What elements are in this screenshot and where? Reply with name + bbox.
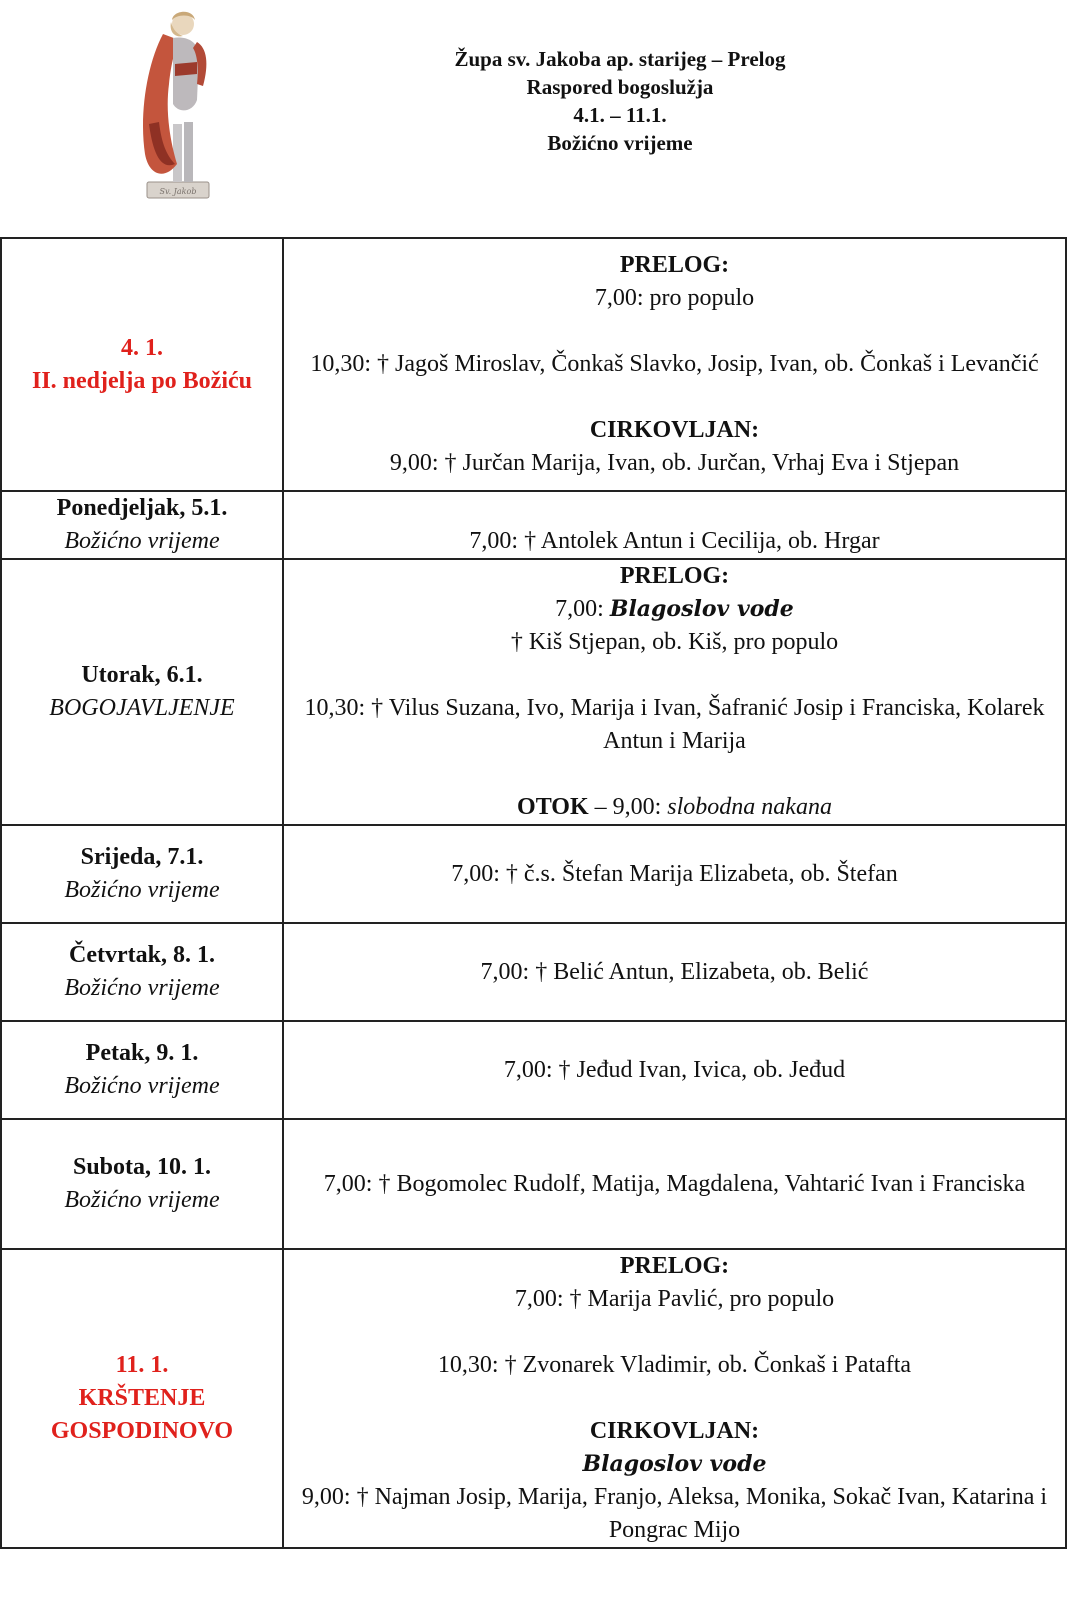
page-header bbox=[400, 45, 840, 157]
table-row bbox=[1, 1021, 1066, 1119]
statue-plaque: Sv. Jakob bbox=[159, 187, 197, 196]
mass-schedule-table bbox=[0, 237, 1067, 1549]
mass-intention: 10,30: † Jagoš Miroslav, Čonkaš Slavko, Josip, Ivan, ob. Čonkaš i Levančić bbox=[310, 351, 1039, 377]
season-label: Božićno vrijeme bbox=[64, 1187, 220, 1213]
feast-date: 11. 1. bbox=[115, 1352, 169, 1378]
mass-intention: 10,30: † Vilus Suzana, Ivo, Marija i Ivan, Šafranić Josip i Franciska, Kolarek Antun i Marija bbox=[304, 695, 1045, 754]
day-cell bbox=[1, 559, 283, 825]
mass-cell bbox=[283, 825, 1066, 923]
mass-cell bbox=[283, 1249, 1066, 1548]
day-cell bbox=[1, 238, 283, 491]
day-label: Utorak, 6.1. bbox=[81, 662, 203, 688]
mass-intention: 7,00: † Marija Pavlić, pro populo bbox=[514, 1286, 835, 1312]
day-label: Srijeda, 7.1. bbox=[80, 844, 204, 870]
intention-text: slobodna nakana bbox=[667, 794, 832, 820]
mass-intention bbox=[292, 593, 1057, 626]
mass-intention bbox=[292, 791, 1057, 824]
feast-title: GOSPODINOVO bbox=[50, 1418, 234, 1444]
location-label: PRELOG: bbox=[619, 252, 730, 278]
season-label: Božićno vrijeme bbox=[64, 975, 220, 1001]
table-row bbox=[1, 1119, 1066, 1249]
location-label: OTOK bbox=[517, 794, 589, 820]
mass-intention: 7,00: † Bogomolec Rudolf, Matija, Magdalena, Vahtarić Ivan i Franciska bbox=[323, 1170, 1026, 1197]
mass-intention: 9,00: † Jurčan Marija, Ivan, ob. Jurčan, Vrhaj Eva i Stjepan bbox=[389, 450, 960, 476]
table-row bbox=[1, 559, 1066, 825]
day-label: Petak, 9. 1. bbox=[85, 1040, 199, 1066]
table-row bbox=[1, 238, 1066, 491]
blessing-label: Blagoslov vode bbox=[609, 596, 794, 622]
location-label: CIRKOVLJAN: bbox=[589, 417, 760, 443]
feast-title: II. nedjelja po Božiću bbox=[31, 367, 252, 394]
table-row bbox=[1, 491, 1066, 559]
day-cell bbox=[1, 825, 283, 923]
location-label: PRELOG: bbox=[619, 1253, 730, 1279]
season-label: Božićno vrijeme bbox=[64, 877, 220, 903]
parish-name: Župa sv. Jakoba ap. starijeg – Prelog bbox=[454, 47, 786, 71]
mass-intention: 9,00: † Najman Josip, Marija, Franjo, Aleksa, Monika, Sokač Ivan, Katarina i Pongrac Mijo bbox=[301, 1484, 1048, 1543]
mass-cell bbox=[283, 1021, 1066, 1119]
feast-title: KRŠTENJE bbox=[78, 1385, 206, 1411]
mass-intention: 7,00: pro populo bbox=[594, 285, 755, 311]
day-cell bbox=[1, 491, 283, 559]
mass-intention: 7,00: † Jeđud Ivan, Ivica, ob. Jeđud bbox=[503, 1056, 846, 1083]
mass-time: 7,00: bbox=[555, 596, 610, 622]
table-row bbox=[1, 923, 1066, 1021]
blessing-label: Blagoslov vode bbox=[582, 1451, 767, 1477]
season-label: Božićno vrijeme bbox=[64, 1073, 220, 1099]
mass-cell bbox=[283, 238, 1066, 491]
mass-intention: 10,30: † Zvonarek Vladimir, ob. Čonkaš i Patafta bbox=[437, 1352, 912, 1378]
mass-intention: 7,00: † č.s. Štefan Marija Elizabeta, ob. Štefan bbox=[451, 860, 898, 887]
feast-date: 4. 1. bbox=[121, 334, 163, 361]
mass-intention: † Kiš Stjepan, ob. Kiš, pro populo bbox=[510, 629, 839, 655]
mass-intention: 7,00: † Belić Antun, Elizabeta, ob. Belić bbox=[480, 958, 869, 985]
saint-james-statue-icon bbox=[135, 4, 215, 200]
day-label: Četvrtak, 8. 1. bbox=[69, 942, 215, 968]
mass-cell bbox=[283, 491, 1066, 559]
day-label: Ponedjeljak, 5.1. bbox=[56, 495, 228, 521]
feast-label: BOGOJAVLJENJE bbox=[49, 695, 235, 721]
table-row bbox=[1, 1249, 1066, 1548]
schedule-title: Raspored bogoslužja bbox=[526, 75, 714, 99]
location-label: PRELOG: bbox=[619, 563, 730, 589]
table-row bbox=[1, 825, 1066, 923]
liturgical-season: Božićno vrijeme bbox=[547, 131, 693, 155]
day-cell bbox=[1, 1021, 283, 1119]
day-cell bbox=[1, 1119, 283, 1249]
date-range: 4.1. – 11.1. bbox=[573, 103, 667, 127]
day-label: Subota, 10. 1. bbox=[72, 1154, 212, 1180]
mass-intention: 7,00: † Antolek Antun i Cecilija, ob. Hrgar bbox=[469, 528, 880, 554]
mass-cell bbox=[283, 559, 1066, 825]
mass-time: – 9,00: bbox=[588, 794, 668, 820]
mass-cell bbox=[283, 923, 1066, 1021]
mass-cell bbox=[283, 1119, 1066, 1249]
day-cell bbox=[1, 1249, 283, 1548]
day-cell bbox=[1, 923, 283, 1021]
location-label: CIRKOVLJAN: bbox=[589, 1418, 760, 1444]
season-label: Božićno vrijeme bbox=[64, 528, 220, 554]
